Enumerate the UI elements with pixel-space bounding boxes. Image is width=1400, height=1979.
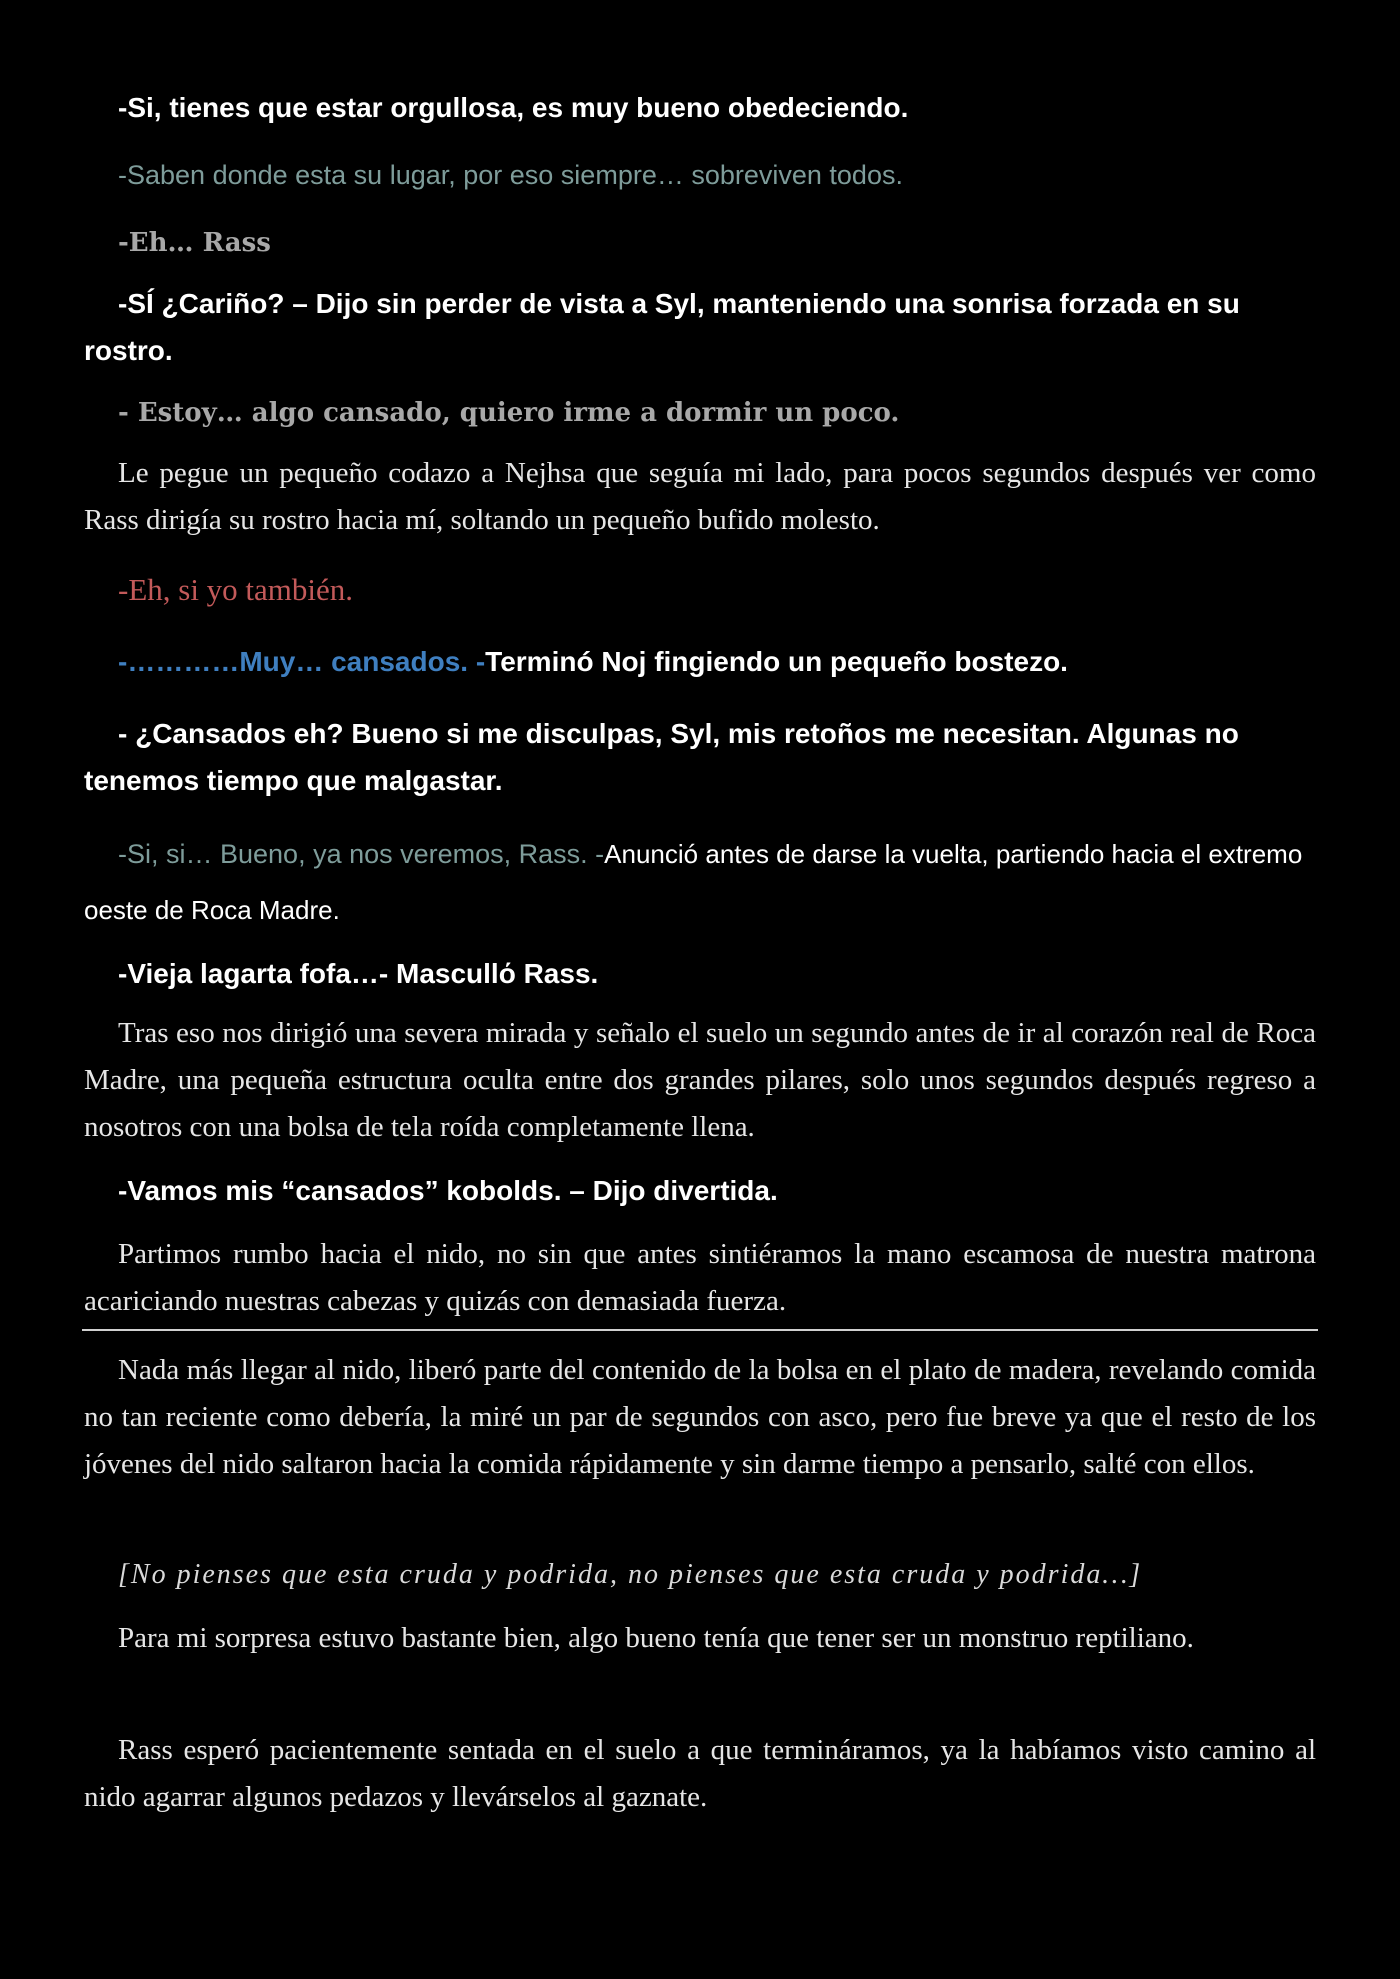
dialogue-text: -Si, tienes que estar orgullosa, es muy bueno obedeciendo. [118, 92, 909, 123]
narration-3 [84, 1231, 1316, 1325]
document-page [84, 84, 1316, 1821]
dialogue-text: -Si, si… Bueno, ya nos veremos, Rass. - [118, 839, 605, 869]
dialogue-syl-2 [84, 710, 1316, 806]
narration-4 [84, 1347, 1316, 1535]
dialogue-rass-3 [84, 950, 1316, 998]
dialogue-text: -Vamos mis “cansados” kobolds. – Dijo divertida. [118, 1175, 778, 1206]
dialogue-text: -…………Muy… cansados. - [118, 646, 486, 677]
dialogue-tag: Anunció antes de darse la vuelta, partiendo hacia el extremo oeste de Roca Madre. [84, 839, 1303, 925]
narration-text: Le pegue un pequeño codazo a Nejhsa que seguía mi lado, para pocos segundos después ver como Rass dirigía su rostro hacia mí, soltando un pequeño bufido molesto. [84, 457, 1316, 536]
dialogue-protagonist-2 [84, 390, 1316, 438]
thought-text: [No pienses que esta cruda y podrida, no pienses que esta cruda y podrida…] [118, 1559, 1143, 1590]
dialogue-text: -SÍ ¿Cariño? – Dijo sin perder de vista a Syl, manteniendo una sonrisa forzada en su rostro. [84, 288, 1240, 366]
narration-2 [84, 1010, 1316, 1151]
dialogue-rass-1 [84, 84, 1316, 132]
dialogue-text: -Saben donde esta su lugar, por eso siempre… sobreviven todos. [118, 160, 903, 190]
scene-divider [82, 1329, 1318, 1331]
dialogue-text: -Vieja lagarta fofa…- Mascullό Rass. [118, 958, 599, 989]
narration-text: Partimos rumbo hacia el nido, no sin que antes sintiéramos la mano escamosa de nuestra matrona acariciando nuestras cabezas y quizás con demasiada fuerza. [84, 1238, 1316, 1317]
narration-1 [84, 450, 1316, 544]
narration-5 [84, 1615, 1316, 1709]
dialogue-text: -Eh, si yo también. [118, 572, 354, 607]
narration-6 [84, 1727, 1316, 1821]
dialogue-noj [84, 638, 1316, 686]
narration-text: Rass esperó pacientemente sentada en el suelo a que termináramos, ya la habíamos visto camino al nido agarrar algunos pedazos y llevárselos al gaznate. [84, 1734, 1316, 1813]
dialogue-rass-2 [84, 280, 1316, 376]
dialogue-protagonist-1 [84, 220, 1316, 268]
narration-text: Nada más llegar al nido, liberó parte del contenido de la bolsa en el plato de madera, revelando comida no tan reciente como debería, la miré un par de segundos con asco, pero fue breve ya que el resto de los jóvenes del nido saltaron hacia la comida rápidamente y sin darme tiempo a pensarlo, salté con ellos. [84, 1354, 1316, 1480]
narration-text: Tras eso nos dirigió una severa mirada y señalo el suelo un segundo antes de ir al corazón real de Roca Madre, una pequeña estructura oculta entre dos grandes pilares, solo unos segundos después regreso a nosotros con una bolsa de tela roída completamente llena. [84, 1017, 1316, 1143]
inner-thought [84, 1551, 1316, 1599]
dialogue-text: - Estoy… algo cansado, quiero irme a dormir un poco. [118, 398, 900, 428]
dialogue-text: -Eh… Rass [118, 228, 271, 258]
dialogue-rass-4 [84, 1167, 1316, 1215]
dialogue-text: - ¿Cansados eh? Bueno si me disculpas, Syl, mis retoños me necesitan. Algunas no tenemos tiempo que malgastar. [84, 718, 1239, 796]
dialogue-nejhsa [84, 566, 1316, 614]
dialogue-tag: Terminó Noj fingiendo un pequeño bostezo. [485, 646, 1068, 677]
narration-text: Para mi sorpresa estuvo bastante bien, algo bueno tenía que tener ser un monstruo reptiliano. [118, 1622, 1194, 1654]
dialogue-syl-1 [84, 152, 1316, 200]
dialogue-syl-3 [84, 826, 1316, 938]
